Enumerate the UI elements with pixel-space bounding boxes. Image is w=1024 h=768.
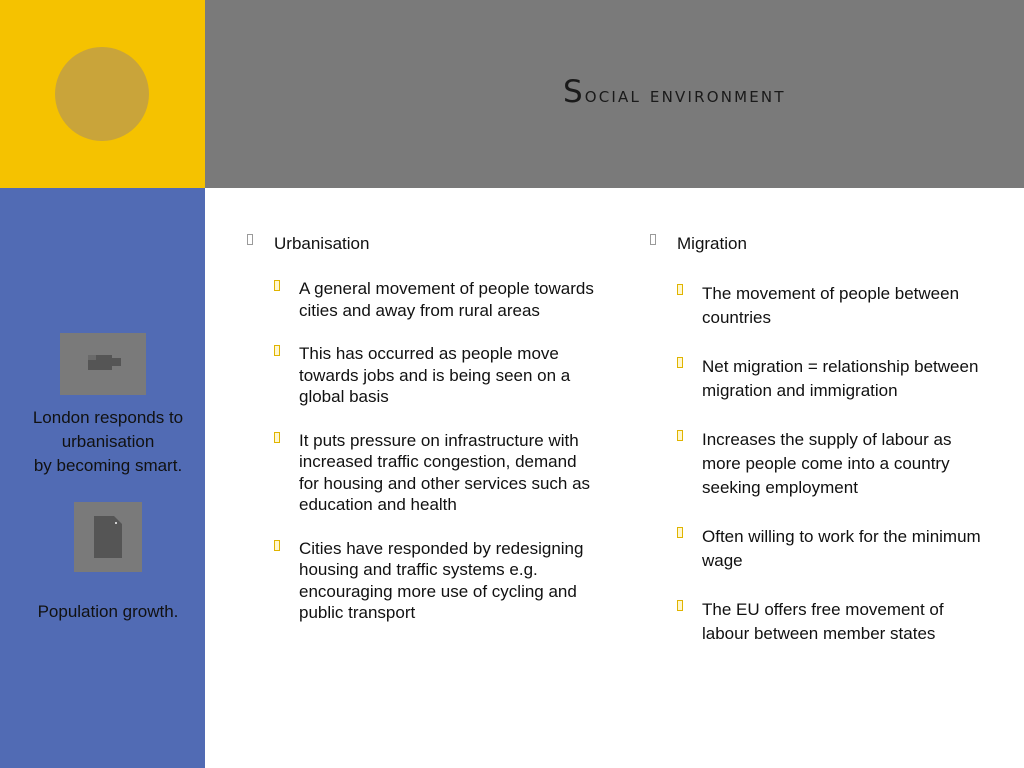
list-item-text: Net migration = relationship between migration and immigration (702, 357, 979, 400)
bullet-heading (247, 232, 597, 256)
image-caption-population: Population growth. (37, 602, 179, 621)
list-item (650, 282, 990, 330)
bullet-marker-icon (274, 345, 280, 356)
bullet-marker-icon (677, 357, 683, 368)
migration-column (650, 232, 990, 671)
list-item (247, 538, 597, 624)
list-item-text: It puts pressure on infrastructure with increased traffic congestion, demand for housing and other services such as education and health (299, 430, 591, 514)
bullet-marker-icon (677, 600, 683, 611)
list-item (247, 343, 597, 408)
list-item (247, 430, 597, 516)
list-item-text: A general movement of people towards cities and away from rural areas (299, 279, 594, 320)
decorative-circle (55, 47, 149, 141)
slide-title (563, 74, 786, 110)
list-item (247, 278, 597, 321)
heading-text: Migration (677, 234, 747, 253)
title-initial: S (563, 74, 585, 110)
title-rest: ocial environment (584, 83, 786, 107)
corner-block (0, 0, 205, 188)
sidebar (0, 188, 205, 768)
list-item-text: Cities have responded by redesigning housing and traffic systems e.g. encouraging more use of cycling and public transport (299, 538, 584, 622)
list-item (650, 525, 990, 573)
list-item-text: Increases the supply of labour as more people come into a country seeking employment (702, 430, 952, 497)
broken-image-icon (74, 502, 142, 572)
image-caption-london: London responds to urbanisation by becoming smart. (32, 408, 184, 475)
heading-text: Urbanisation (274, 234, 370, 253)
bullet-marker-icon (677, 527, 683, 538)
bullet-marker-icon (677, 430, 683, 441)
list-item (650, 355, 990, 403)
list-item-text: Often willing to work for the minimum wage (702, 527, 981, 570)
list-item-text: The movement of people between countries (702, 284, 960, 327)
list-item-text: This has occurred as people move towards jobs and is being seen on a global basis (299, 344, 571, 406)
bullet-marker-icon (274, 432, 280, 443)
bullet-marker-icon (274, 280, 280, 291)
bullet-marker-icon (650, 234, 656, 245)
list-item (650, 428, 990, 500)
bullet-marker-icon (247, 234, 253, 245)
bullet-marker-icon (677, 284, 683, 295)
list-item-text: The EU offers free movement of labour between member states (702, 600, 944, 643)
bullet-heading (650, 232, 990, 256)
bullet-marker-icon (274, 540, 280, 551)
urbanisation-column (247, 232, 597, 646)
list-item (650, 598, 990, 646)
broken-image-icon (60, 333, 146, 395)
